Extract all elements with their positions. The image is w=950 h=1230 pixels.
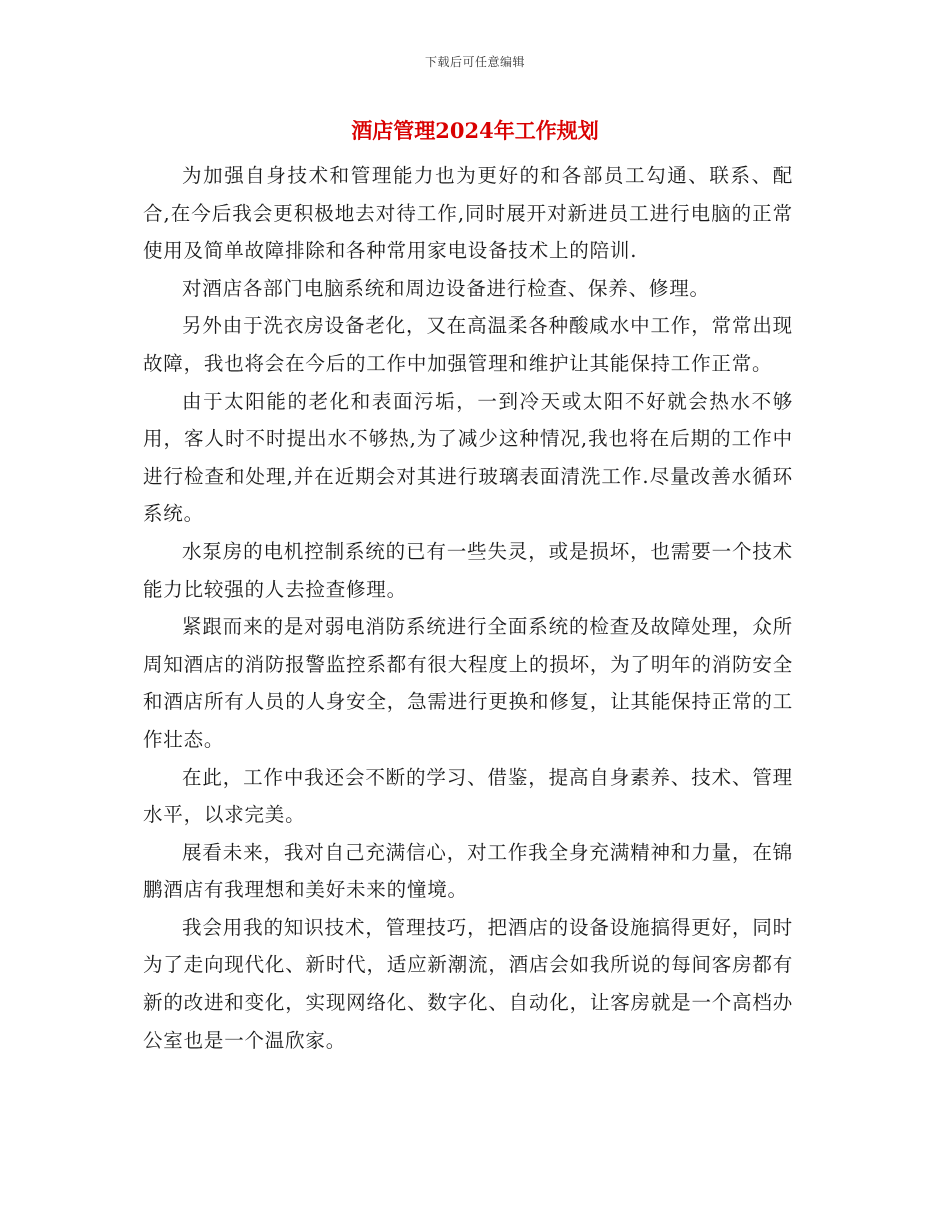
document-body <box>143 157 793 1059</box>
paragraph: 在此，工作中我还会不断的学习、借鉴，提高自身素养、技术、管理水平，以求完美。 <box>143 765 793 827</box>
paragraph: 对酒店各部门电脑系统和周边设备进行检查、保养、修理。 <box>182 276 710 300</box>
paragraph: 为加强自身技术和管理能力也为更好的和各部员工勾通、联系、配合,在今后我会更积极地去对待工作,同时展开对新进员工进行电脑的正常使用及简单故障排除和各种常用家电设备技术上的陪训. <box>143 164 793 263</box>
paragraph: 展看未来，我对自己充满信心，对工作我全身充满精神和力量，在锦鹏酒店有我理想和美好未来的憧境。 <box>143 840 793 902</box>
paragraph: 另外由于洗衣房设备老化，又在高温柔各种酸咸水中工作，常常出现故障，我也将会在今后的工作中加强管理和维护让其能保持工作正常。 <box>143 314 793 375</box>
page-header: 下载后可任意编辑 <box>424 55 525 69</box>
paragraph: 由于太阳能的老化和表面污垢，一到冷天或太阳不好就会热水不够用，客人时不时提出水不够热,为了减少这种情况,我也将在后期的工作中进行检查和处理,并在近期会对其进行玻璃表面清洗工作.尽量改善水循环系统。 <box>143 389 793 526</box>
paragraph: 我会用我的知识技术，管理技巧，把酒店的设备设施搞得更好，同时为了走向现代化、新时代，适应新潮流，酒店会如我所说的每间客房都有新的改进和变化，实现网络化、数字化、自动化，让客房就是一个高档办公室也是一个温欣家。 <box>143 915 793 1052</box>
paragraph: 水泵房的电机控制系统的已有一些失灵，或是损坏，也需要一个技术能力比较强的人去捡查修理。 <box>143 539 793 601</box>
paragraph: 紧跟而来的是对弱电消防系统进行全面系统的检查及故障处理，众所周知酒店的消防报警监控系都有很大程度上的损坏，为了明年的消防安全和酒店所有人员的人身安全，急需进行更换和修复，让其能保持正常的工作壮态。 <box>143 615 793 751</box>
document-title: 酒店管理2024年工作规划 <box>351 118 599 143</box>
